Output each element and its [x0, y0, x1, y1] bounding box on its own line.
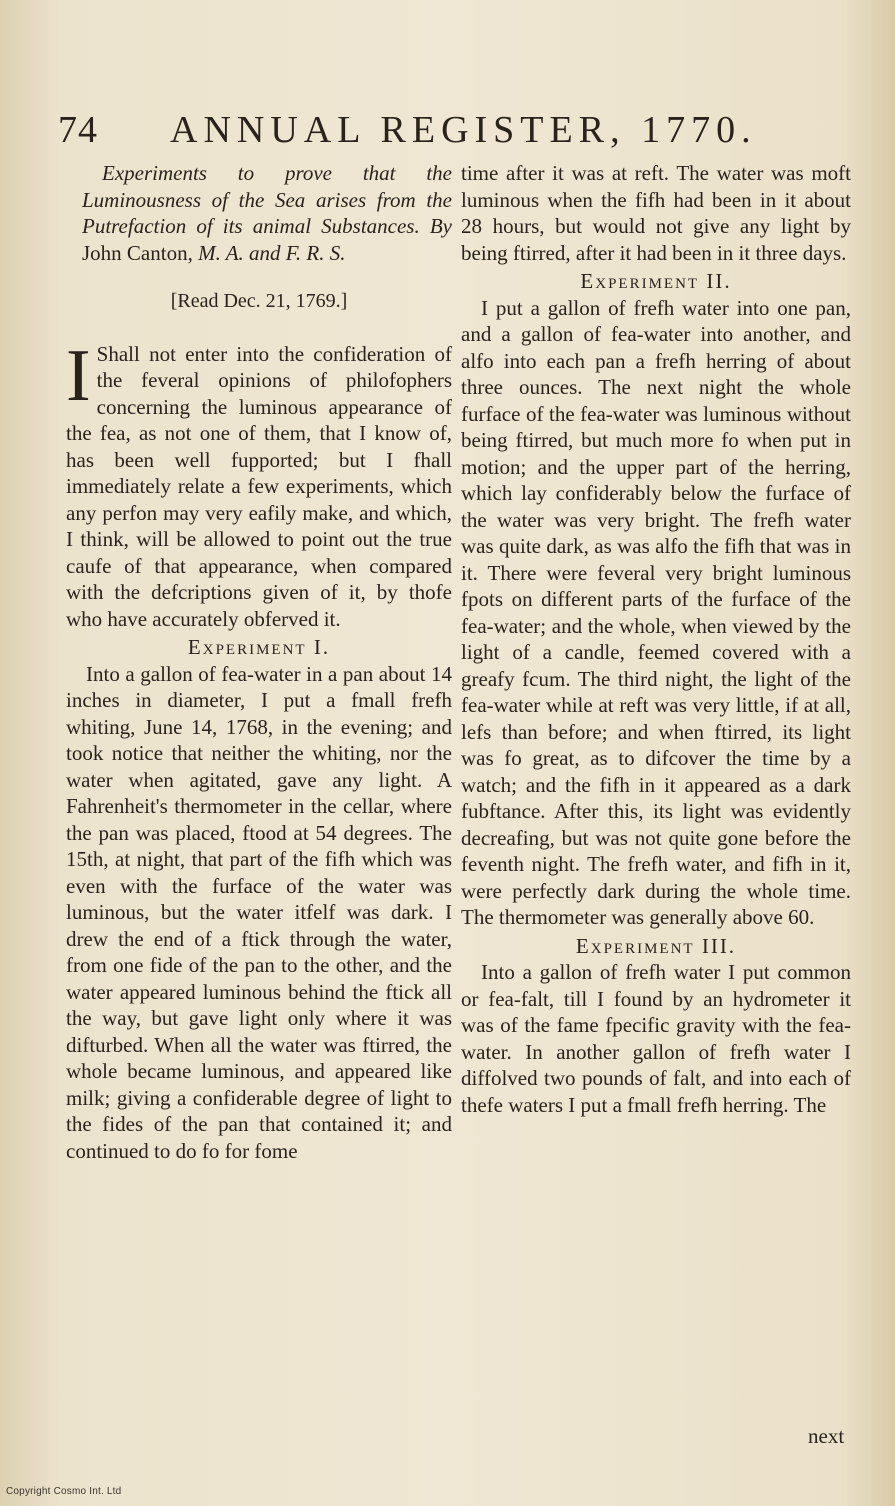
article-title [66, 160, 452, 266]
read-date: [Read Dec. 21, 1769.] [170, 290, 348, 312]
experiment-3-text: Into a gallon of frefh water I put common or fea-falt, till I found by an hydrometer it was of the fame fpecific gravity with the fea-water. In another gallon of frefh water I diffolved two pounds of falt, and into each of thefe waters I put a fmall frefh herring. The [461, 960, 851, 1117]
copyright-notice: Copyright Cosmo Int. Ltd [6, 1486, 122, 1497]
right-column [461, 160, 851, 1118]
catchword: next [808, 1424, 845, 1448]
author-name: John Canton, [82, 240, 193, 265]
running-title: ANNUAL REGISTER, 1770. [170, 109, 757, 151]
intro-paragraph [66, 334, 452, 633]
experiment-1-continued: time after it was at reft. The water was moft luminous when the fifh had been in it about 28 hours, but would not give any light by being ftirred, after it had been in it three days. [461, 161, 851, 265]
experiment-1-heading: Experiment I. [187, 635, 331, 659]
drop-cap: I [66, 334, 91, 417]
article-by: By [429, 214, 453, 238]
experiment-3-heading: Experiment III. [575, 933, 737, 958]
intro-text: Shall not enter into the confideration of the feveral opinions of philofophers concerning the luminous appearance of the fea, as not one of them, that I know of, has been well fupported; but I fhall immediately relate a few experiments, which any perfon may very eafily make, and which, I think, will be allowed to point out the true caufe of that appearance, when compared with the defcriptions given of it, by thofe who have accurately obferved it. [66, 341, 452, 631]
left-column [66, 160, 452, 1164]
experiment-2-heading: Experiment II. [580, 269, 732, 293]
experiment-1-text: Into a gallon of fea-water in a pan about 14 inches in diameter, I put a fmall frefh whiting, June 14, 1768, in the evening; and took notice that neither the whiting, nor the water when agitated, gave any light. A Fahrenheit's thermometer in the cellar, where the pan was placed, ftood at 54 degrees. The 15th, at night, that part of the fifh which was even with the furface of the water was luminous, but the water itfelf was dark. I drew the end of a ftick through the water, from one fide of the pan to the other, and the water appeared luminous behind the ftick all the way, but gave light only where it was difturbed. When all the water was ftirred, the whole became luminous, and appeared like milk; giving a confiderable degree of light to the fides of the pan that contained it; and continued to do fo for fome [66, 661, 452, 1163]
experiment-2-text: I put a gallon of frefh water into one pan, and a gallon of fea-water into another, and alfo into each pan a frefh herring of about three ounces. The next night the whole furface of the fea-water was luminous without being ftirred, but much more fo when put in motion; and the upper part of the herring, which lay confiderably below the furface of the water was very bright. The frefh water was quite dark, as was alfo the fifh that was in it. There were feveral very bright luminous fpots on different parts of the furface of the fea-water; and the whole, when viewed by the light of a candle, feemed covered with a greafy fcum. The third night, the light of the fea-water while at reft was very little, if at all, lefs than before; and when ftirred, its light was fo great, as to difcover the time by a watch; and the fifh in it appeared as a dark fubftance. After this, its light was evidently decreafing, but was not quite gone before the feventh night. The frefh water, and fifh in it, were perfectly dark during the whole time. The thermometer was generally above 60. [461, 295, 851, 929]
author-degrees: M. A. and F. R. S. [198, 240, 346, 265]
page-number: 74 [58, 109, 98, 151]
article-title-text: Experiments to prove that the Luminousness of the Sea arises from the Putrefaction of its animal Substances. [82, 161, 452, 238]
page-header [58, 108, 848, 156]
